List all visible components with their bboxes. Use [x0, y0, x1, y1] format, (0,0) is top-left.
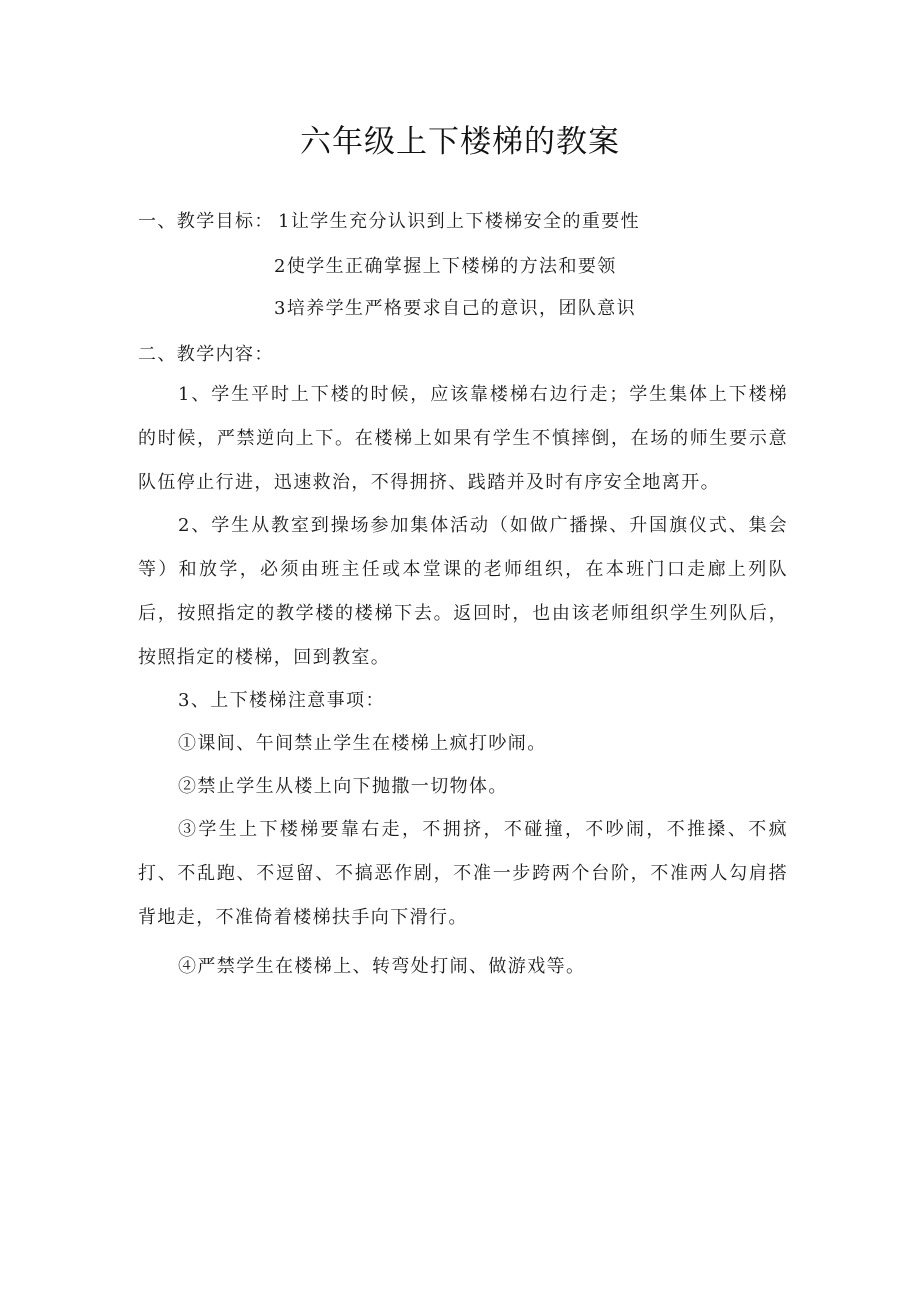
- rule-item-2: ②禁止学生从楼上向下抛撒一切物体。: [178, 776, 508, 797]
- document-title: 六年级上下楼梯的教案: [300, 124, 620, 160]
- rule-item-4: ④严禁学生在楼梯上、转弯处打闹、做游戏等。: [178, 956, 586, 977]
- objectives-heading: 一、教学目标：: [138, 211, 274, 232]
- content-heading: 二、教学内容：: [138, 344, 274, 365]
- content-paragraph-2: 2、学生从教室到操场参加集体活动（如做广播操、升国旗仪式、集会等）和放学，必须由班主任或本堂课的老师组织，在本班门口走廊上列队后，按照指定的教学楼的楼梯下去。返回时，也由该老师组织学生列队后，按照指定的楼梯，回到教室。: [138, 515, 788, 668]
- rule-item-3: ③学生上下楼梯要靠右走，不拥挤，不碰撞，不吵闹，不推搡、不疯打、不乱跑、不逗留、不搞恶作剧，不准一步跨两个台阶，不准两人勾肩搭背地走，不准倚着楼梯扶手向下滑行。: [138, 819, 788, 928]
- rule-item-1: ①课间、午间禁止学生在楼梯上疯打吵闹。: [178, 733, 547, 754]
- objective-item-3: 3培养学生严格要求自己的意识，团队意识: [274, 298, 637, 319]
- precautions-heading: 3、上下楼梯注意事项：: [178, 690, 385, 711]
- objective-item-1: 1让学生充分认识到上下楼梯安全的重要性: [278, 211, 641, 232]
- objective-item-2: 2使学生正确掌握上下楼梯的方法和要领: [274, 256, 617, 277]
- content-paragraph-1: 1、学生平时上下楼的时候，应该靠楼梯右边行走；学生集体上下楼梯的时候，严禁逆向上下。在楼梯上如果有学生不慎摔倒，在场的师生要示意队伍停止行进，迅速救治，不得拥挤、践踏并及时有序安全地离开。: [138, 384, 788, 493]
